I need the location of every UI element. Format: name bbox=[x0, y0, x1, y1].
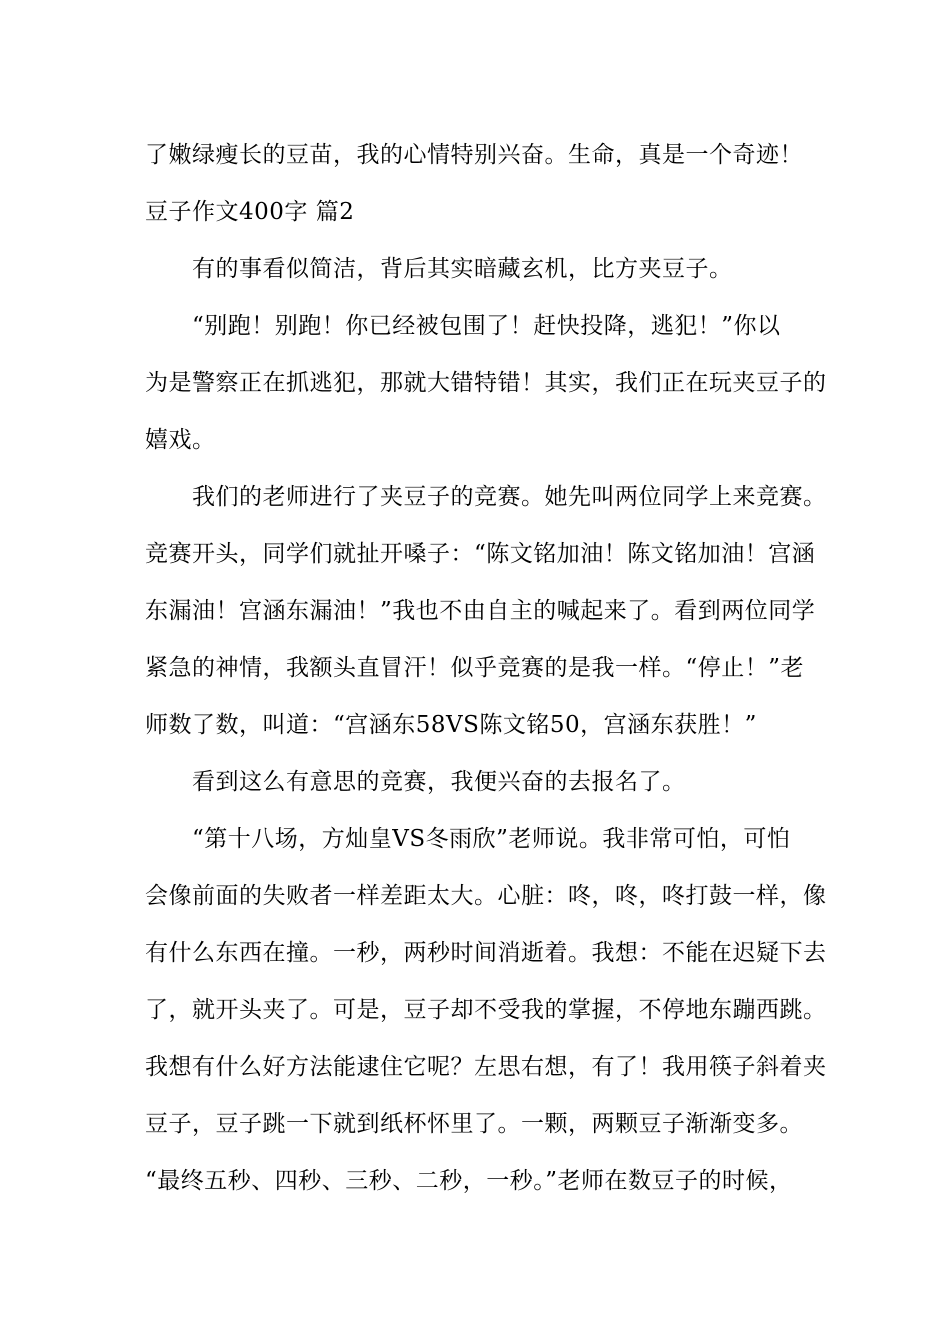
text-line: 我想有什么好方法能逮住它呢？左思右想，有了！我用筷子斜着夹 bbox=[145, 1054, 827, 1080]
section-heading: 豆子作文400字 篇2 bbox=[145, 199, 355, 225]
text-line: “最终五秒、四秒、三秒、二秒，一秒。”老师在数豆子的时候， bbox=[145, 1168, 793, 1194]
text-line: 紧急的神情，我额头直冒汗！似乎竞赛的是我一样。“停止！”老 bbox=[145, 655, 805, 681]
text-line: 豆子，豆子跳一下就到纸杯怀里了。一颗，两颗豆子渐渐变多。 bbox=[145, 1111, 803, 1137]
text-line: 师数了数，叫道：“宫涵东58VS陈文铭50，宫涵东获胜！” bbox=[145, 712, 757, 738]
text-line: “别跑！别跑！你已经被包围了！赶快投降，逃犯！”你以 bbox=[145, 313, 781, 339]
text-line: 了，就开头夹了。可是，豆子却不受我的掌握，不停地东蹦西跳。 bbox=[145, 997, 827, 1023]
text-line: “第十八场，方灿皇VS冬雨欣”老师说。我非常可怕，可怕 bbox=[145, 826, 791, 852]
text-line: 看到这么有意思的竞赛，我便兴奋的去报名了。 bbox=[145, 769, 686, 795]
text-line: 东漏油！宫涵东漏油！”我也不由自主的喊起来了。看到两位同学 bbox=[145, 598, 816, 624]
text-line: 嬉戏。 bbox=[145, 427, 216, 453]
text-line: 为是警察正在抓逃犯，那就大错特错！其实，我们正在玩夹豆子的 bbox=[145, 370, 827, 396]
text-line: 竞赛开头，同学们就扯开嗓子：“陈文铭加油！陈文铭加油！宫涵 bbox=[145, 541, 816, 567]
text-line: 会像前面的失败者一样差距太大。心脏：咚，咚，咚打鼓一样，像 bbox=[145, 883, 827, 909]
text-line: 我们的老师进行了夹豆子的竞赛。她先叫两位同学上来竞赛。 bbox=[145, 484, 827, 510]
text-line: 有什么东西在撞。一秒，两秒时间消逝着。我想：不能在迟疑下去 bbox=[145, 940, 827, 966]
text-line: 有的事看似简洁，背后其实暗藏玄机，比方夹豆子。 bbox=[145, 256, 733, 282]
text-line: 了嫩绿瘦长的豆苗，我的心情特别兴奋。生命，真是一个奇迹！ bbox=[145, 142, 803, 168]
